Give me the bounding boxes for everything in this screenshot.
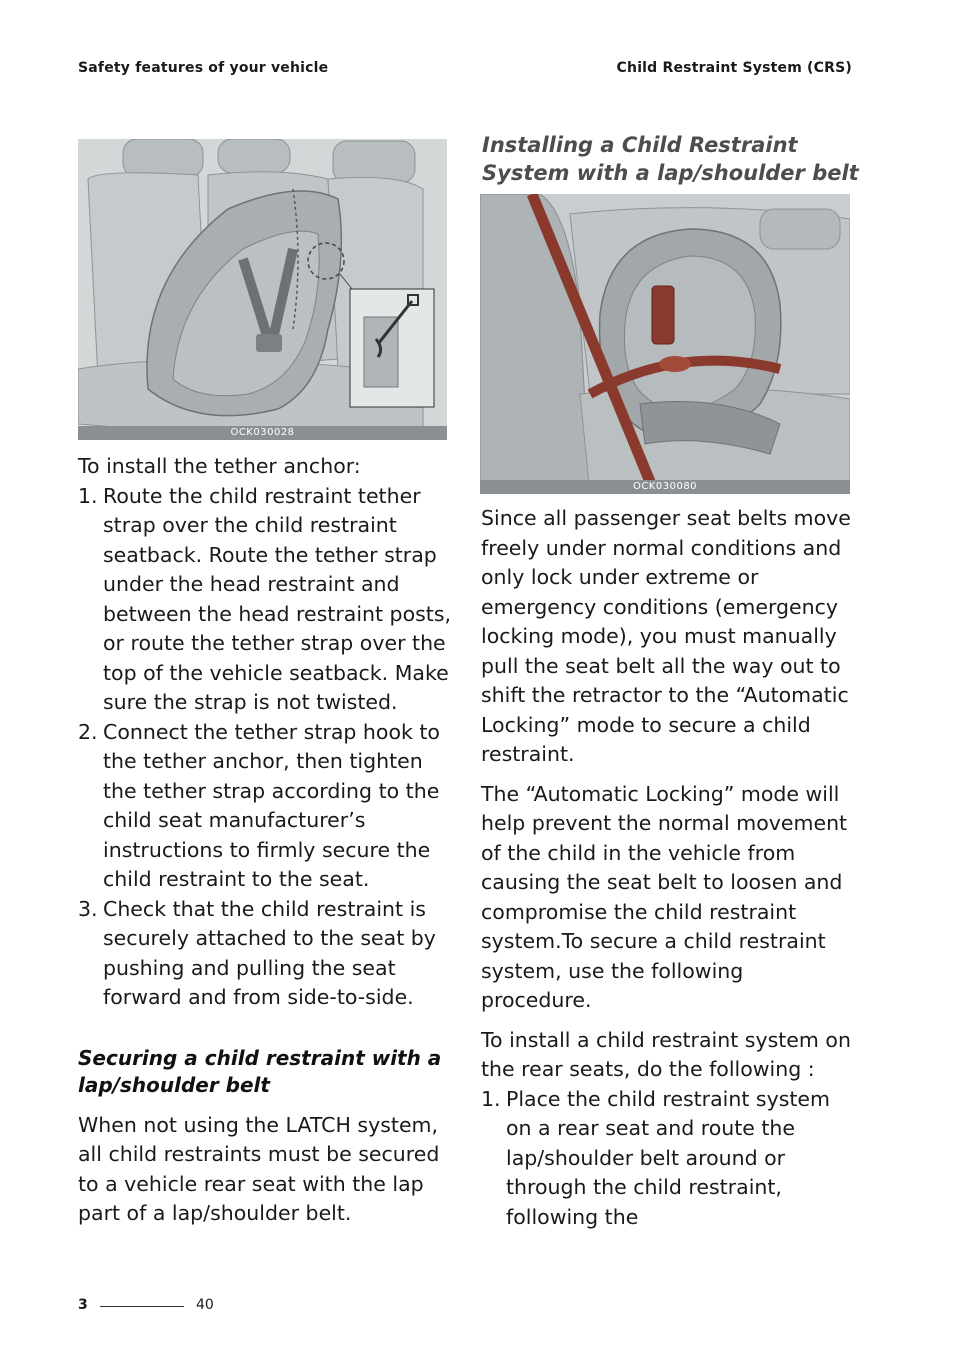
tether-anchor-figure	[78, 139, 447, 440]
footer-rule	[100, 1306, 184, 1307]
rear-seat-child-seat-illustration	[78, 139, 447, 440]
section-number: 3	[78, 1297, 88, 1313]
step-number: 1.	[78, 483, 98, 508]
lap-shoulder-belt-figure	[480, 194, 850, 494]
step-text: Route the child restraint tether strap over the child restraint seatback. Route the tether strap under the head restraint and between the head restraint posts, or route the tether strap over the top of the vehicle seatback. Make sure the strap is not twisted.	[103, 483, 452, 714]
automatic-locking-paragraph: The “Automatic Locking” mode will help prevent the normal movement of the child in the vehicle from causing the seat belt to loosen and compromise the child restraint system.To secure a child restraint system, use the following procedure.	[481, 781, 848, 1012]
step-text: Check that the child restraint is securely attached to the seat by pushing and pulling the seat forward and from side-to-side.	[103, 896, 436, 1009]
locking-mode-paragraph: Since all passenger seat belts move freely under normal conditions and only lock under extreme or emergency conditions (emergency locking mode), you must manually pull the seat belt all the way out to shift the retractor to the “Automatic Locking” mode to secure a child restraint.	[481, 506, 851, 766]
step-text: Place the child restraint system on a rear seat and route the lap/shoulder belt around or through the child restraint, following the	[506, 1086, 831, 1229]
list-item	[78, 895, 452, 1013]
section-heading-securing: Securing a child restraint with a lap/shoulder belt	[78, 1045, 442, 1097]
securing-paragraph: When not using the LATCH system, all child restraints must be secured to a vehicle rear seat with the lap part of a lap/shoulder belt.	[78, 1112, 440, 1225]
right-column	[481, 504, 853, 1232]
list-item	[481, 1085, 853, 1233]
step-number: 1.	[481, 1086, 501, 1111]
install-steps	[481, 1085, 853, 1233]
figure-code-right: OCK030080	[480, 480, 850, 494]
page-footer	[78, 1297, 223, 1317]
tether-intro: To install the tether anchor:	[78, 454, 361, 478]
list-item	[78, 718, 452, 895]
list-item	[78, 482, 452, 718]
step-number: 3.	[78, 896, 98, 921]
step-number: 2.	[78, 719, 98, 744]
rear-seat-install-intro: To install a child restraint system on the rear seats, do the following :	[481, 1027, 851, 1081]
child-seat-belt-illustration	[480, 194, 850, 494]
section-heading-installing-crs: Installing a Child Restraint System with a lap/shoulder belt	[482, 133, 859, 185]
step-text: Connect the tether strap hook to the tether anchor, then tighten the tether strap according to the child seat manufacturer’s instructions to firmly secure the child restraint to the seat.	[103, 719, 440, 891]
running-header-right: Child Restraint System (CRS)	[616, 60, 852, 76]
left-column	[78, 452, 452, 1229]
tether-steps	[78, 482, 452, 1013]
page-number: 40	[196, 1297, 214, 1313]
figure-code-left: OCK030028	[78, 426, 447, 440]
running-header-left: Safety features of your vehicle	[78, 60, 329, 76]
